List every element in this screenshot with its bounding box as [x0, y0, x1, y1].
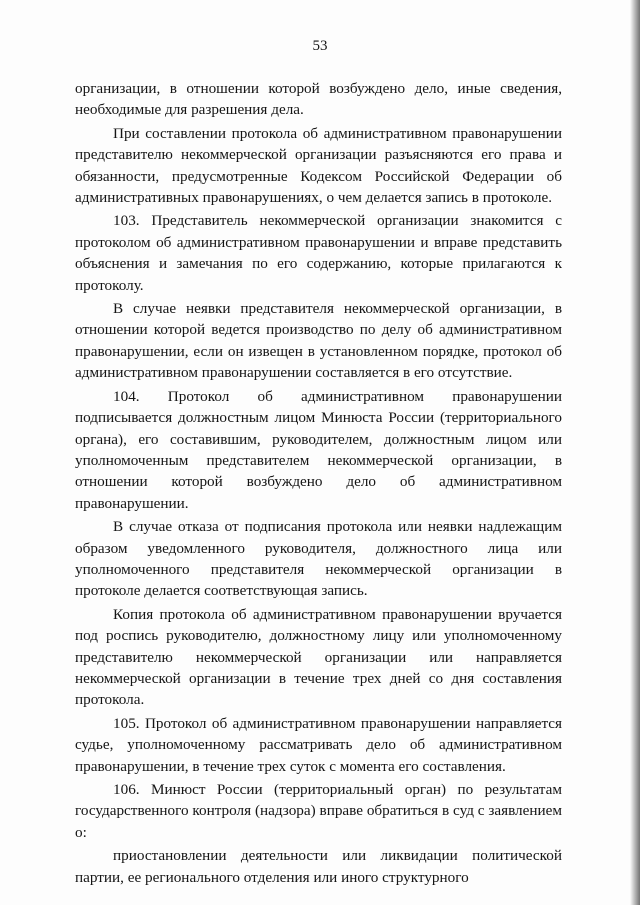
paragraph-105: 105. Протокол об административном правонарушении направляется судье, уполномоченному рассматривать дело об административном правонарушении, в течение трех суток с момента его составления.	[75, 714, 562, 775]
document-body	[75, 78, 562, 888]
paragraph-104: 104. Протокол об административном правонарушении подписывается должностным лицом Минюста России (территориального органа), его составившим, руководителем, должностным лицом или уполномоченным представителем некоммерческой организации, в отношении которой возбуждено дело об административном правонарушении.	[75, 387, 562, 512]
paragraph-copy: Копия протокола об административном правонарушении вручается под роспись руководителю, должностному лицу или уполномоченному представителю некоммерческой организации или направляется некоммерческой организации в течение трех дней со дня составления протокола.	[75, 605, 562, 709]
paragraph-rights-explanation: При составлении протокола об административном правонарушении представителю некоммерческой организации разъясняются его права и обязанности, предусмотренные Кодексом Российской Федерации об административных правонарушениях, о чем делается запись в протоколе.	[75, 124, 562, 207]
paragraph-continuation: организации, в отношении которой возбуждено дело, иные сведения, необходимые для разрешения дела.	[75, 80, 562, 119]
page-number: 53	[312, 38, 328, 54]
paragraph-absence: В случае неявки представителя некоммерческой организации, в отношении которой ведется производство по делу об административном правонарушении, если он извещен в установленном порядке, протокол об административном правонарушении составляется в его отсутствие.	[75, 300, 562, 382]
scan-edge-shadow	[630, 0, 640, 905]
paragraph-106: 106. Минюст России (территориальный орган) по результатам государственного контроля (надзора) вправе обратиться в суд с заявлением о:	[75, 781, 562, 841]
paragraph-103: 103. Представитель некоммерческой организации знакомится с протоколом об административном правонарушении и вправе представить объяснения и замечания по его содержанию, которые прилагаются к протоколу.	[75, 212, 562, 294]
paragraph-suspension: приостановлении деятельности или ликвидации политической партии, ее регионального отделения или иного структурного	[75, 847, 562, 886]
paragraph-refusal: В случае отказа от подписания протокола или неявки надлежащим образом уведомленного руководителя, должностного лица или уполномоченного представителя некоммерческой организации в протоколе делается соответствующая запись.	[75, 518, 562, 600]
